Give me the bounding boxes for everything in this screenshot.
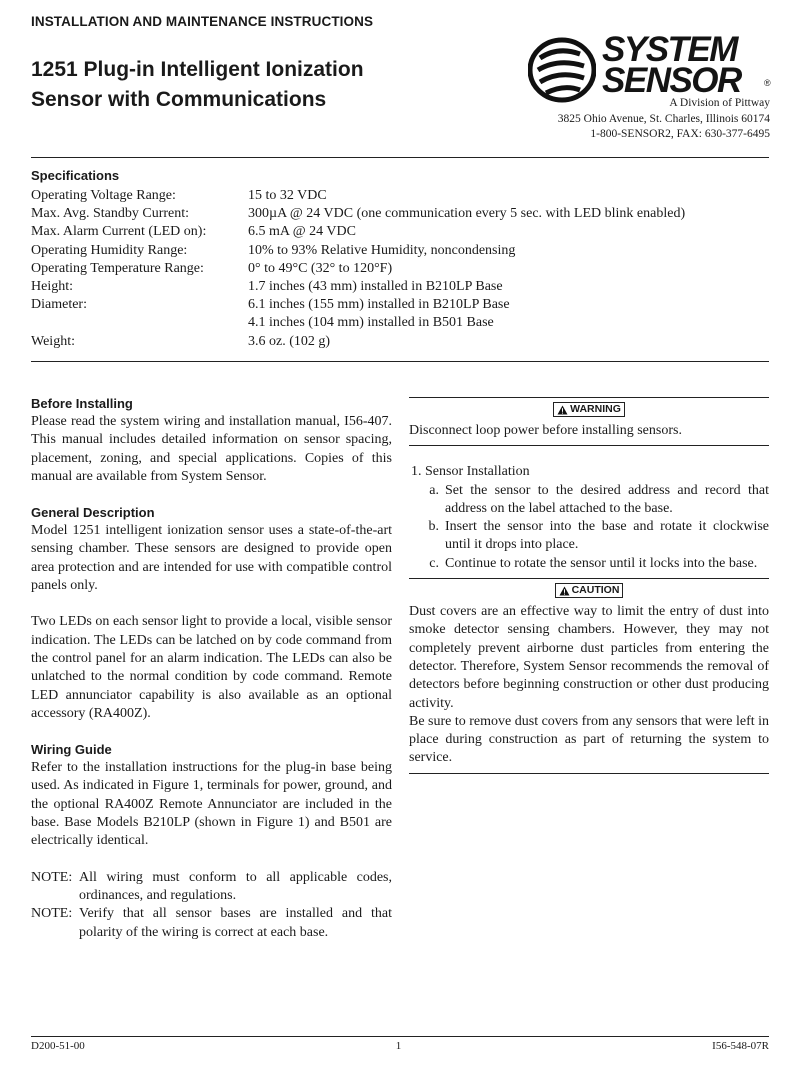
spec-label: Max. Alarm Current (LED on): (31, 224, 207, 240)
system-sensor-logo-icon (528, 36, 596, 104)
caution-badge (555, 583, 624, 598)
wiring-guide-heading: Wiring Guide (31, 742, 112, 758)
registered-mark: ® (764, 78, 771, 88)
brand-line-2: SENSOR (602, 61, 741, 100)
title-line-2: Sensor with Communications (31, 88, 327, 111)
substep-text: Set the sensor to the desired address and record that address on the label attached to the base. (445, 482, 769, 516)
step-sensor-installation: 1. Sensor Installation (411, 464, 530, 480)
substep-list (409, 482, 769, 573)
brand-line-1: SYSTEM (602, 30, 737, 69)
brand-wordmark (602, 30, 741, 100)
spec-label: Max. Avg. Standby Current: (31, 206, 190, 222)
note-1 (31, 869, 392, 906)
caution-triangle-icon (559, 586, 570, 596)
spec-label: Operating Temperature Range: (31, 260, 204, 276)
left-column (31, 395, 392, 942)
spec-label (31, 314, 248, 332)
spec-label: Height: (31, 279, 73, 295)
spec-row (31, 242, 685, 260)
spec-label: Weight: (31, 333, 75, 349)
warning-text: Disconnect loop power before installing sensors. (409, 423, 682, 438)
substep-text: Continue to rotate the sensor until it locks into the base. (445, 555, 758, 571)
spec-row (31, 278, 685, 296)
specifications-table (31, 187, 685, 351)
spec-row (31, 205, 685, 223)
specifications-divider (31, 361, 769, 362)
substep-item (409, 555, 769, 573)
spec-label: Diameter: (31, 297, 87, 313)
substep-letter: b. (428, 519, 439, 535)
spec-label: Operating Voltage Range: (31, 188, 176, 203)
header-divider (31, 157, 769, 158)
note-2-text: Verify that all sensor bases are installed and that polarity of the wiring is correct at each base. (79, 906, 392, 940)
specifications-heading: Specifications (31, 168, 120, 183)
page-number: 1 (395, 1040, 402, 1052)
caution-label: CAUTION (571, 584, 620, 597)
spec-value: 4.1 inches (104 mm) installed in B501 Base (248, 315, 494, 331)
before-installing-heading: Before Installing (31, 396, 133, 411)
phone-line: 1-800-SENSOR2, FAX: 630-377-6495 (590, 128, 770, 140)
spec-value: 15 to 32 VDC (248, 188, 327, 203)
company-address (558, 96, 770, 143)
general-description-paragraph-2: Two LEDs on each sensor light to provide a local, visible sensor indication. The LEDs can be latched on by code command from the control panel for an alarm indication. The LEDs can also be unlatched to the normal condition by code command. Remote LED annunciator capability is also available as an optional accessory (RA400Z). (31, 614, 392, 721)
page-title (31, 55, 364, 115)
spec-value: 10% to 93% Relative Humidity, noncondensing (248, 242, 516, 258)
note-label: NOTE: (31, 906, 73, 922)
substep-item (409, 482, 769, 519)
general-description-heading: General Description (31, 505, 155, 521)
spec-row (31, 296, 685, 314)
spec-value: 3.6 oz. (102 g) (248, 333, 331, 349)
title-line-1: 1251 Plug-in Intelligent Ionization (31, 58, 364, 81)
footer-part-number: I56-548-07R (712, 1040, 769, 1052)
substep-text: Insert the sensor into the base and rotate it clockwise until it drops into place. (445, 519, 769, 553)
document-type-label: INSTALLATION AND MAINTENANCE INSTRUCTIONS (31, 14, 374, 29)
before-installing-text: Please read the system wiring and installation manual, I56-407. This manual includes detailed information on sensor spacing, placement, zoning, and special applications. Copies of this manual are available from System Sensor. (31, 414, 392, 484)
caution-bottom-rule (409, 773, 769, 774)
division-line: A Division of Pittway (669, 97, 770, 109)
page-footer (31, 1040, 769, 1052)
wiring-guide-text: Refer to the installation instructions for the plug-in base being used. As indicated in Figure 1, terminals for power, ground, and the optional RA400Z Remote Annunciator are included in the base. Base Models B210LP (shown in Figure 1) and B501 are electrically identical. (31, 760, 392, 849)
right-column (409, 397, 769, 774)
general-description-paragraph-1: Model 1251 intelligent ionization sensor uses a state-of-the-art sensing chamber. These sensors are designed to provide open area protection and are intended for use with compatible control panels only. (31, 523, 392, 594)
spec-row (31, 187, 685, 205)
spec-row (31, 223, 685, 241)
spec-value: 300µA @ 24 VDC (one communication every 5 sec. with LED blink enabled) (248, 206, 686, 222)
spec-row (31, 314, 685, 332)
spec-row (31, 260, 685, 278)
warning-label: WARNING (570, 403, 621, 416)
spec-value: 0° to 49°C (32° to 120°F) (248, 260, 393, 276)
spec-value: 6.1 inches (155 mm) installed in B210LP Base (248, 297, 510, 313)
spec-value: 6.5 mA @ 24 VDC (248, 224, 356, 240)
warning-badge (553, 402, 625, 417)
note-label: NOTE: (31, 869, 73, 885)
address-line: 3825 Ohio Avenue, St. Charles, Illinois 60174 (557, 112, 770, 125)
spec-value: 1.7 inches (43 mm) installed in B210LP Base (248, 279, 503, 295)
footer-doc-code: D200-51-00 (31, 1040, 85, 1052)
note-2 (31, 905, 392, 942)
substep-letter: c. (429, 555, 439, 571)
caution-paragraph-1: Dust covers are an effective way to limit the entry of dust into smoke detector sensing chambers. However, they may not completely prevent airborne dust particles from entering the detector. Therefore, System Sensor recommends the removal of detectors before beginning construction or other dust producing activity. (409, 604, 769, 711)
substep-letter: a. (429, 482, 439, 498)
spec-row (31, 333, 685, 351)
substep-item (409, 518, 769, 555)
spec-label: Operating Humidity Range: (31, 242, 188, 258)
note-1-text: All wiring must conform to all applicable codes, ordinances, and regulations. (79, 869, 392, 903)
caution-paragraph-2: Be sure to remove dust covers from any sensors that were left in place during construction as part of returning the system to service. (409, 713, 770, 766)
footer-divider (31, 1036, 769, 1037)
warning-triangle-icon (557, 405, 568, 415)
